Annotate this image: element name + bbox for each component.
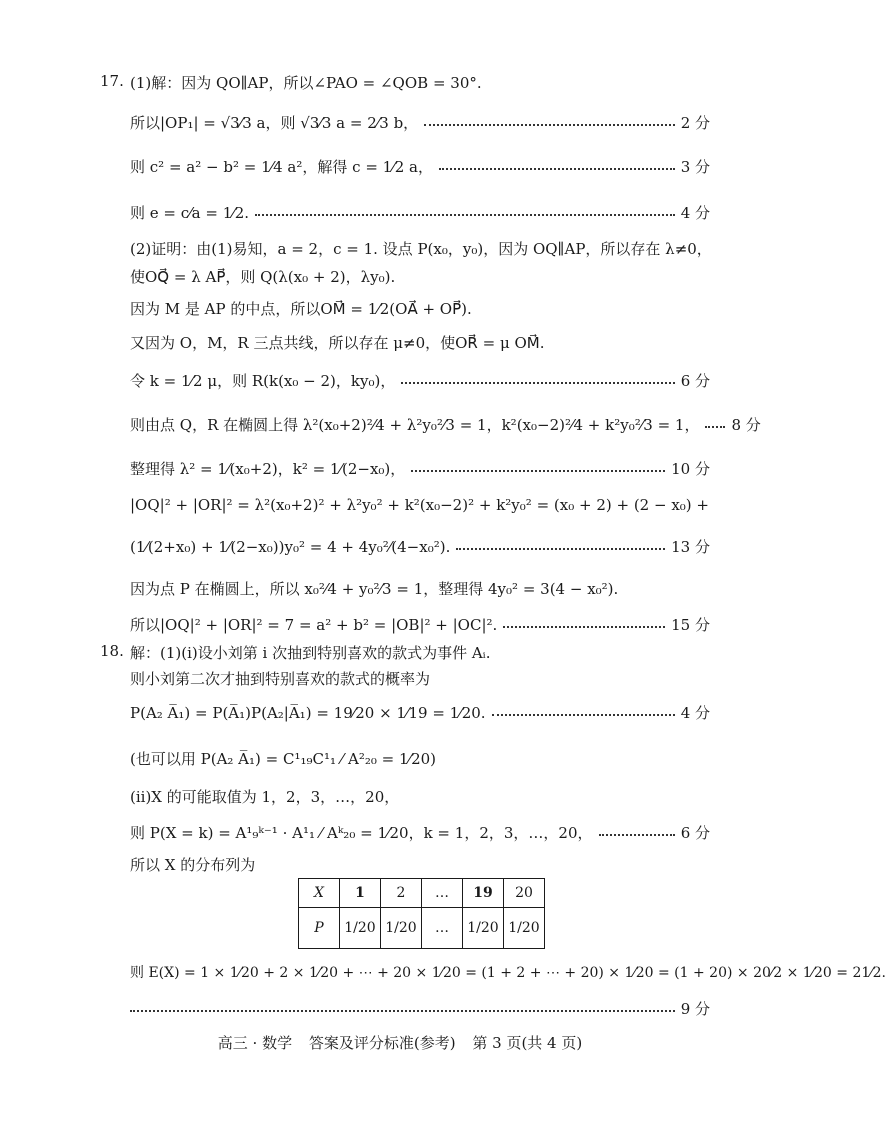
q17-k-line: 令 k = 1⁄2 μ，则 R(k(x₀ − 2)，ky₀)， 6 分: [130, 372, 710, 390]
table-cell: P: [299, 908, 340, 949]
table-cell: 1/20: [463, 908, 504, 949]
q17-ellipse-line: 则由点 Q，R 在椭圆上得 λ²(x₀+2)²⁄4 + λ²y₀²⁄3 = 1，k²(x₀−2)²⁄4 + k²y₀²⁄3 = 1， 8 分: [130, 416, 761, 434]
table-row: [299, 908, 545, 949]
leader-dots: [424, 124, 675, 126]
table-row: [299, 879, 545, 908]
leader-dots: [456, 548, 665, 550]
table-cell: …: [422, 908, 463, 949]
distribution-table: [298, 878, 545, 949]
q18-expectation-score-line: [130, 998, 710, 1019]
leader-dots: [255, 214, 675, 216]
score-label: 9 分: [680, 1000, 710, 1018]
q18-line-2: 则小刘第二次才抽到特别喜欢的款式的概率为: [130, 670, 431, 688]
q17-c-line: 则 c² = a² − b² = 1⁄4 a²，解得 c = 1⁄2 a， 3 分: [130, 158, 710, 176]
q18-values-line: (ii)X 的可能取值为 1，2，3，…，20，: [130, 788, 400, 806]
table-cell: X: [299, 879, 340, 908]
table-cell: 19: [463, 879, 504, 908]
q17-point-on-ellipse: 因为点 P 在椭圆上，所以 x₀²⁄4 + y₀²⁄3 = 1，整理得 4y₀² = 3(4 − x₀²).: [130, 580, 619, 598]
table-cell: 1/20: [340, 908, 381, 949]
leader-dots: [411, 470, 665, 472]
score-label: 2 分: [680, 114, 710, 132]
question-17-number: 17.: [100, 72, 124, 90]
q17-sum-line-1: |OQ|² + |OR|² = λ²(x₀+2)² + λ²y₀² + k²(x₀−2)² + k²y₀² = (x₀ + 2) + (2 − x₀) +: [130, 496, 709, 514]
footer-page: 第 3 页(共 4 页): [472, 1034, 583, 1052]
table-cell: 1/20: [504, 908, 545, 949]
table-cell: 1: [340, 879, 381, 908]
footer-title: 答案及评分标准(参考): [308, 1034, 456, 1052]
score-label: 8 分: [731, 416, 761, 434]
table-cell: …: [422, 879, 463, 908]
score-label: 4 分: [680, 704, 710, 722]
q17-part2-c: 因为 M 是 AP 的中点，所以OM⃗ = 1⁄2(OA⃗ + OP⃗).: [130, 300, 472, 318]
leader-dots: [705, 426, 725, 428]
q17-sum-line-2: (1⁄(2+x₀) + 1⁄(2−x₀))y₀² = 4 + 4y₀²⁄(4−x₀²). 13 分: [130, 537, 710, 556]
q18-dist-intro: 所以 X 的分布列为: [130, 856, 256, 874]
question-18-number: 18.: [100, 642, 124, 660]
leader-dots: [130, 1010, 675, 1012]
q17-final-line: 所以|OQ|² + |OR|² = 7 = a² + b² = |OB|² + |OC|². 15 分: [130, 616, 710, 634]
q17-part2-a: (2)证明：由(1)易知，a = 2，c = 1. 设点 P(x₀，y₀)，因为 OQ∥AP，所以存在 λ≠0，: [130, 240, 712, 258]
score-label: 15 分: [671, 616, 710, 634]
leader-dots: [401, 382, 674, 384]
table-cell: 2: [381, 879, 422, 908]
q18-pxk-line: 则 P(X = k) = A¹₉ᵏ⁻¹ · A¹₁ ⁄ Aᵏ₂₀ = 1⁄20，k = 1，2，3，…，20， 6 分: [130, 824, 710, 842]
q17-part2-b: 使OQ⃗ = λ AP⃗，则 Q(λ(x₀ + 2)，λy₀).: [130, 268, 396, 286]
q17-op-line: 所以|OP₁| = √3⁄3 a，则 √3⁄3 a = 2⁄3 b， 2 分: [130, 114, 710, 132]
q17-e-line: 则 e = c⁄a = 1⁄2. 4 分: [130, 204, 710, 222]
q17-lambda-line: 整理得 λ² = 1⁄(x₀+2)，k² = 1⁄(2−x₀)， 10 分: [130, 460, 710, 478]
q17-part1-intro: (1)解：因为 QO∥AP，所以∠PAO = ∠QOB = 30°.: [130, 74, 482, 92]
score-label: 3 分: [680, 158, 710, 176]
score-label: 13 分: [671, 538, 710, 556]
score-label: 4 分: [680, 204, 710, 222]
leader-dots: [503, 626, 665, 628]
page-footer: [0, 1032, 800, 1053]
table-cell: 20: [504, 879, 545, 908]
q18-alt-line: (也可以用 P(A₂ A̅₁) = C¹₁₉C¹₁ ⁄ A²₂₀ = 1⁄20): [130, 750, 437, 768]
score-label: 6 分: [680, 372, 710, 390]
q18-prob-line: P(A₂ A̅₁) = P(A̅₁)P(A₂|A̅₁) = 19⁄20 × 1⁄19 = 1⁄20. 4 分: [130, 703, 710, 722]
q17-part2-d: 又因为 O，M，R 三点共线，所以存在 μ≠0，使OR⃗ = μ OM⃗.: [130, 334, 545, 352]
score-label: 6 分: [680, 824, 710, 842]
q18-expectation-line: 则 E(X) = 1 × 1⁄20 + 2 × 1⁄20 + ⋯ + 20 × 1⁄20 = (1 + 2 + ⋯ + 20) × 1⁄20 = (1 + 20) × 20⁄2 × 1⁄20 = 21⁄2.: [130, 965, 886, 981]
score-label: 10 分: [671, 460, 710, 478]
table-cell: 1/20: [381, 908, 422, 949]
leader-dots: [492, 714, 675, 716]
footer-course: 高三 · 数学: [217, 1034, 293, 1052]
q18-line-1: 解：(1)(i)设小刘第 i 次抽到特别喜欢的款式为事件 Aᵢ.: [130, 644, 491, 662]
leader-dots: [439, 168, 675, 170]
leader-dots: [599, 834, 675, 836]
